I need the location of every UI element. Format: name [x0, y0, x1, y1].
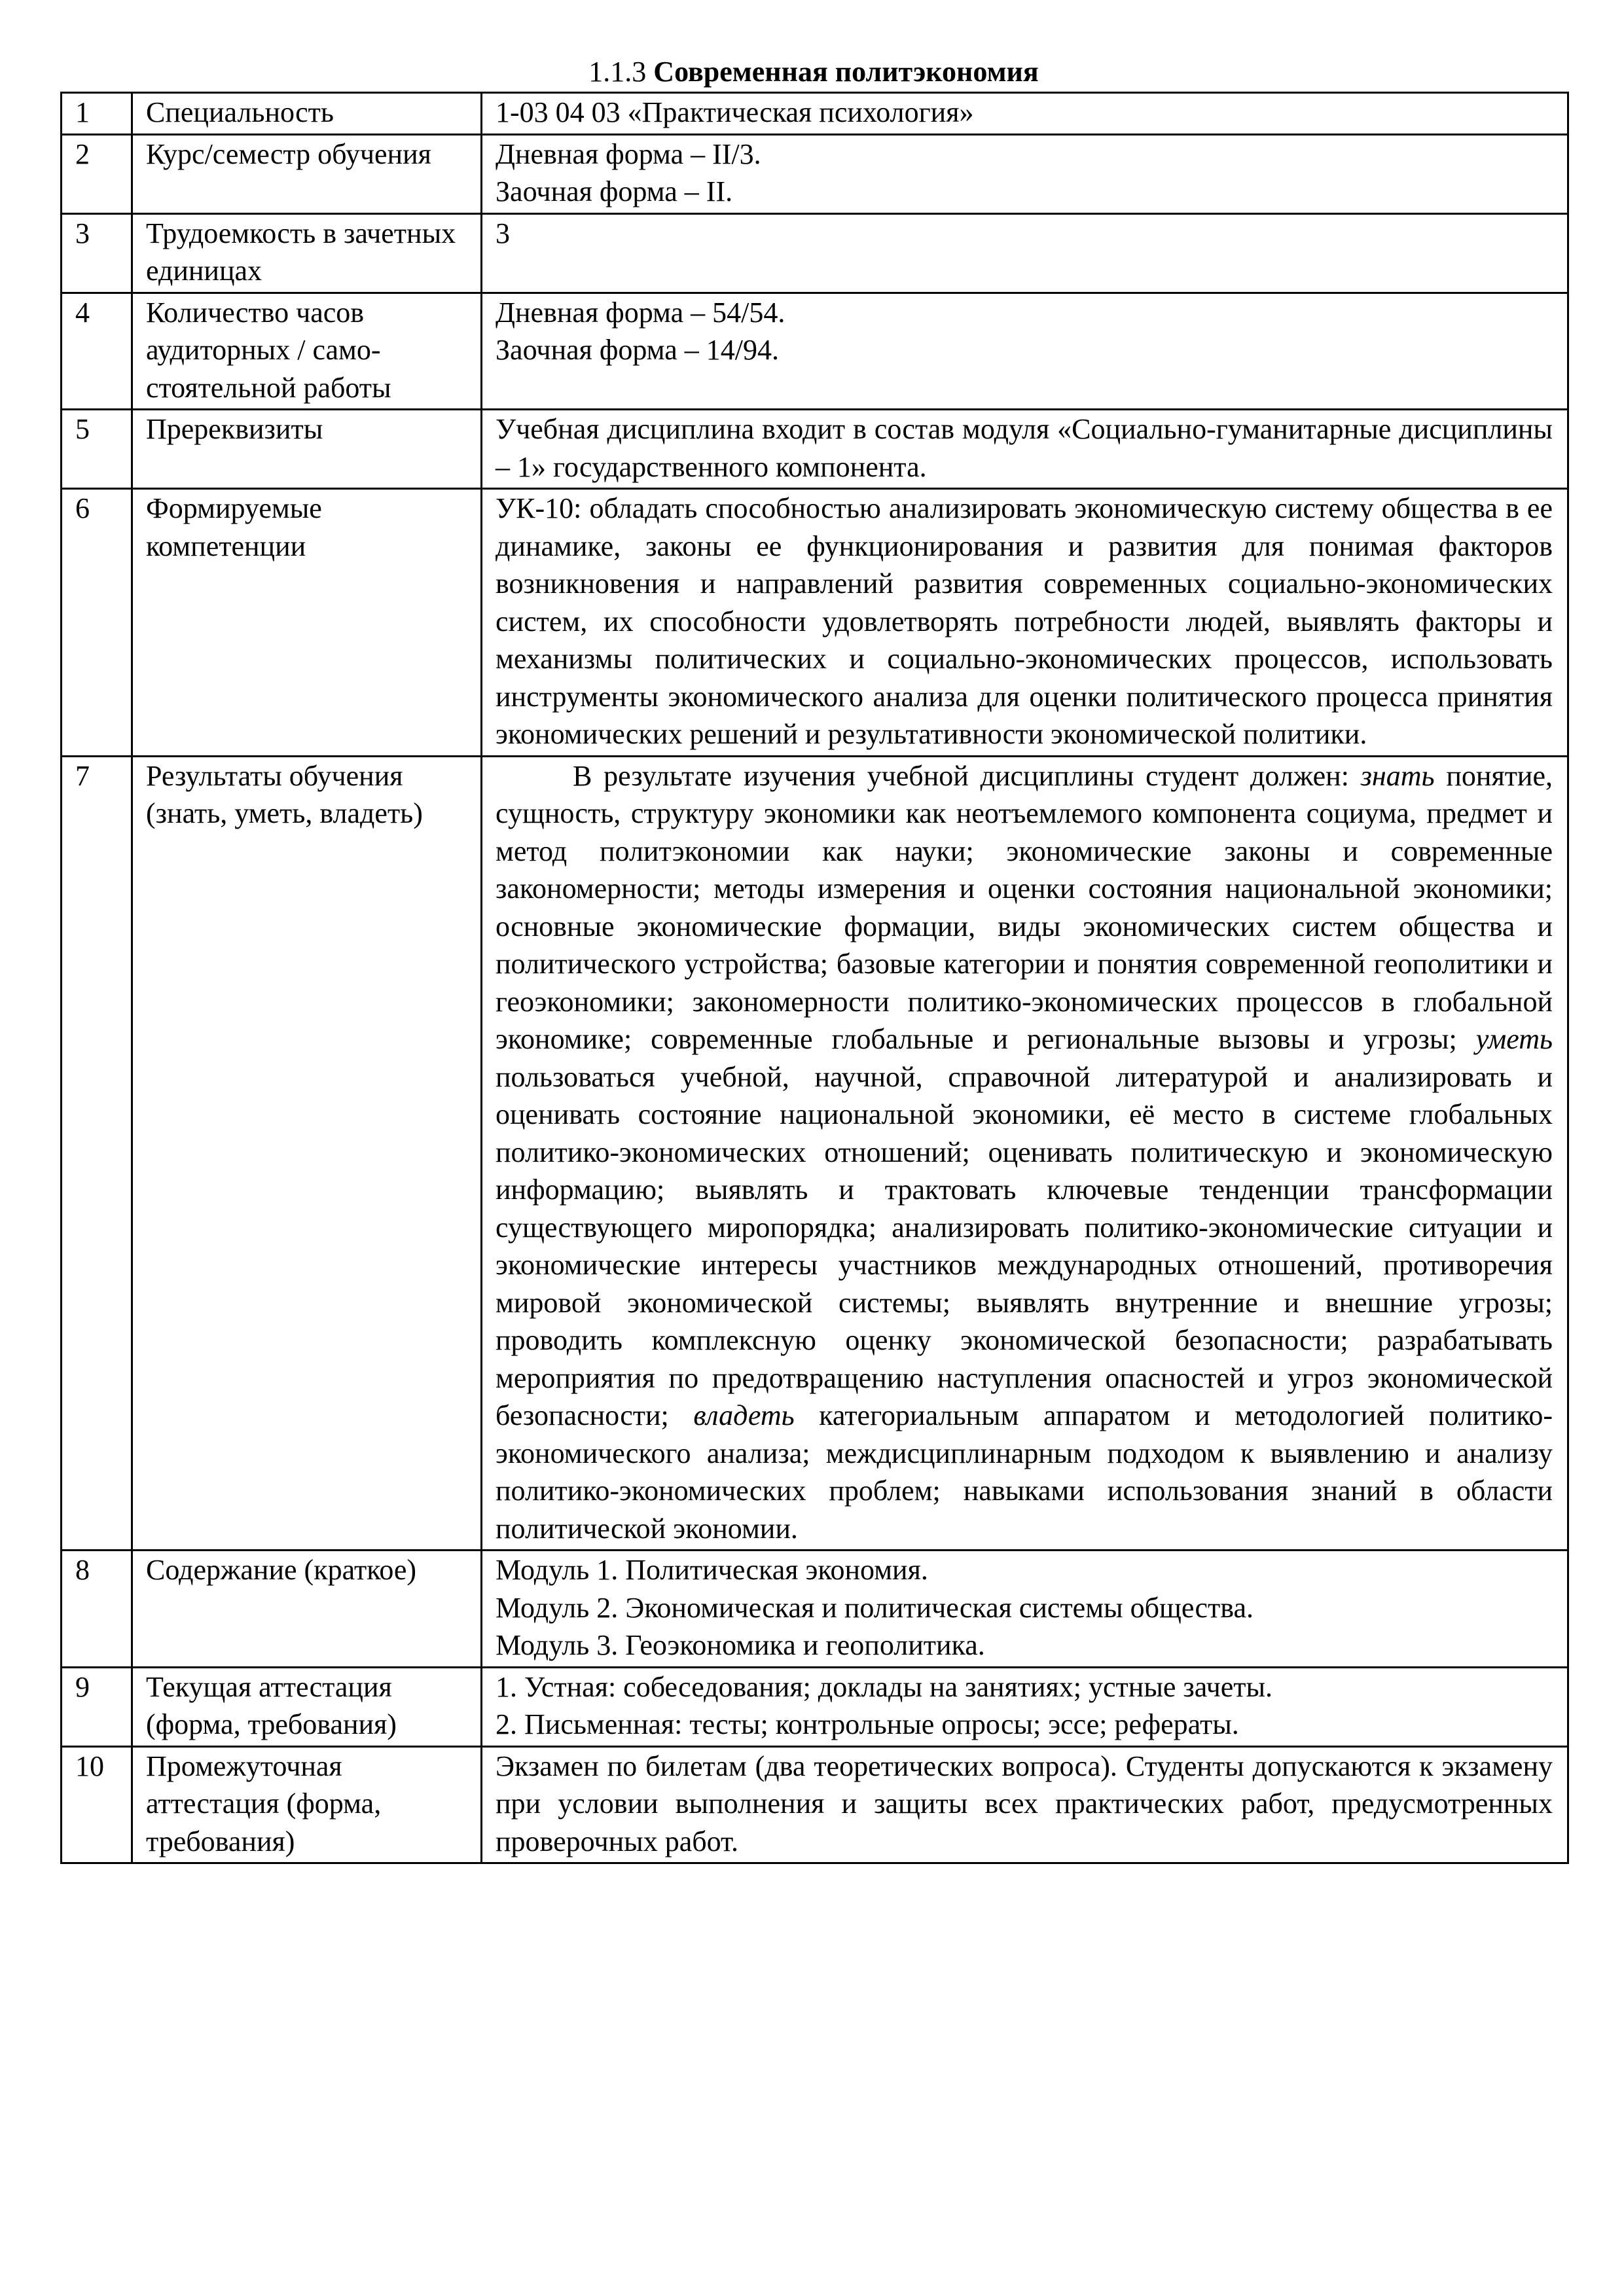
know-text: понятие, сущность, структуру экономики как неотъемлемого компонента социума, предмет и метод политэкономии как науки; экономические законы и современные закономерности; методы измерения и оценки состояния национальной экономики; основные экономические формации, виды экономических систем общества и политического устройства; базовые категории и понятия современной геополитики и геоэкономики; закономерности политико-экономических процессов в глобальной экономике; современные глобальные и региональные вызовы и угрозы; — [496, 759, 1553, 1055]
row-label: Количество часов аудиторных / само-стоятельной работы — [132, 293, 482, 410]
table-row — [62, 293, 1568, 410]
know-keyword: знать — [1360, 759, 1435, 792]
row-label: Формируемые компетенции — [132, 489, 482, 757]
own-text: категориальным аппаратом и методологией политико-экономического анализа; междисциплинарным подходом к выявлению и анализу политико-экономических проблем; навыками использования знаний в области политической экономии. — [496, 1399, 1553, 1545]
value-line: Заочная форма – 14/94. — [496, 334, 780, 366]
row-label: Курс/семестр обучения — [132, 134, 482, 213]
row-number: 4 — [62, 293, 132, 410]
can-keyword: уметь — [1475, 1023, 1553, 1055]
row-value — [482, 93, 1568, 135]
value-line: 1-03 04 03 «Практическая психология» — [496, 96, 974, 128]
value-line: Модуль 2. Экономическая и политическая системы общества. — [496, 1591, 1254, 1624]
row-label: Промежуточная аттестация (форма, требования) — [132, 1746, 482, 1863]
value-line: Дневная форма – 54/54. — [496, 296, 785, 329]
section-title — [60, 52, 1567, 92]
value-line: Дневная форма – II/3. — [496, 137, 761, 170]
row-value — [482, 293, 1568, 410]
row-value — [482, 134, 1568, 213]
table-row — [62, 1551, 1568, 1668]
row-number: 2 — [62, 134, 132, 213]
section-number: 1.1.3 — [588, 56, 647, 88]
table-row — [62, 1746, 1568, 1863]
table-row — [62, 756, 1568, 1551]
row-number: 6 — [62, 489, 132, 757]
row-value — [482, 489, 1568, 757]
table-row — [62, 1667, 1568, 1746]
row-label: Результаты обучения (знать, уметь, владеть) — [132, 756, 482, 1551]
row-value — [482, 1551, 1568, 1668]
row-number: 10 — [62, 1746, 132, 1863]
course-description-table — [60, 92, 1569, 1864]
value-line: 2. Письменная: тесты; контрольные опросы; эссе; рефераты. — [496, 1708, 1239, 1740]
row-number: 7 — [62, 756, 132, 1551]
can-text: пользоваться учебной, научной, справочной литературой и анализировать и оценивать состояние национальной экономики, её место в системе глобальных политико-экономических отношений; оценивать политическую и экономическую информацию; выявлять и трактовать ключевые тенденции трансформации существующего миропорядка; анализировать политико-экономические ситуации и экономические интересы участников международных отношений, противоречия мировой экономической системы; выявлять внутренние и внешние угрозы; проводить комплексную оценку экономической безопасности; разрабатывать мероприятия по предотвращению наступления опасностей и угроз экономической безопасности; — [496, 1060, 1553, 1431]
results-intro: В результате изучения учебной дисциплины студент должен: — [573, 759, 1361, 792]
table-row — [62, 410, 1568, 489]
value-paragraph: Экзамен по билетам (два теоретических вопроса). Студенты допускаются к экзамену при условии выполнения и защиты всех практических работ, предусмотренных проверочных работ. — [496, 1749, 1553, 1857]
table-row — [62, 134, 1568, 213]
section-heading: Современная политэкономия — [653, 56, 1039, 88]
value-line: Заочная форма – II. — [496, 175, 733, 207]
table-row — [62, 489, 1568, 757]
row-number: 5 — [62, 410, 132, 489]
row-value — [482, 1667, 1568, 1746]
value-line: 1. Устная: собеседования; доклады на занятиях; устные зачеты. — [496, 1670, 1273, 1703]
own-keyword: владеть — [693, 1399, 795, 1431]
row-value — [482, 213, 1568, 293]
value-line: Модуль 3. Геоэкономика и геополитика. — [496, 1629, 985, 1661]
row-value — [482, 1746, 1568, 1863]
value-line: 3 — [496, 217, 510, 249]
row-label: Содержание (краткое) — [132, 1551, 482, 1668]
row-number: 8 — [62, 1551, 132, 1668]
row-label: Текущая аттестация (форма, требования) — [132, 1667, 482, 1746]
table-row — [62, 93, 1568, 135]
table-row — [62, 213, 1568, 293]
row-label: Трудоемкость в зачетных единицах — [132, 213, 482, 293]
row-value — [482, 410, 1568, 489]
row-label: Пререквизиты — [132, 410, 482, 489]
document-page — [60, 52, 1567, 1864]
row-number: 9 — [62, 1667, 132, 1746]
value-paragraph: Учебная дисциплина входит в состав модуля «Социально-гуманитарные дисциплины – 1» государственного компонента. — [496, 413, 1553, 483]
row-value — [482, 756, 1568, 1551]
row-label: Специальность — [132, 93, 482, 135]
row-number: 1 — [62, 93, 132, 135]
value-line: Модуль 1. Политическая экономия. — [496, 1554, 928, 1586]
results-paragraph — [496, 757, 1553, 1548]
row-number: 3 — [62, 213, 132, 293]
value-paragraph: УК-10: обладать способностью анализировать экономическую систему общества в ее динамике, законы ее функционирования и развития для понимая факторов возникновения и направлений развития современных социально-экономических систем, их способности удовлетворять потребности людей, выявлять факторы и механизмы политических и социально-экономических процессов, использовать инструменты экономического анализа для оценки политического процесса принятия экономических решений и результативности экономической политики. — [496, 492, 1553, 750]
